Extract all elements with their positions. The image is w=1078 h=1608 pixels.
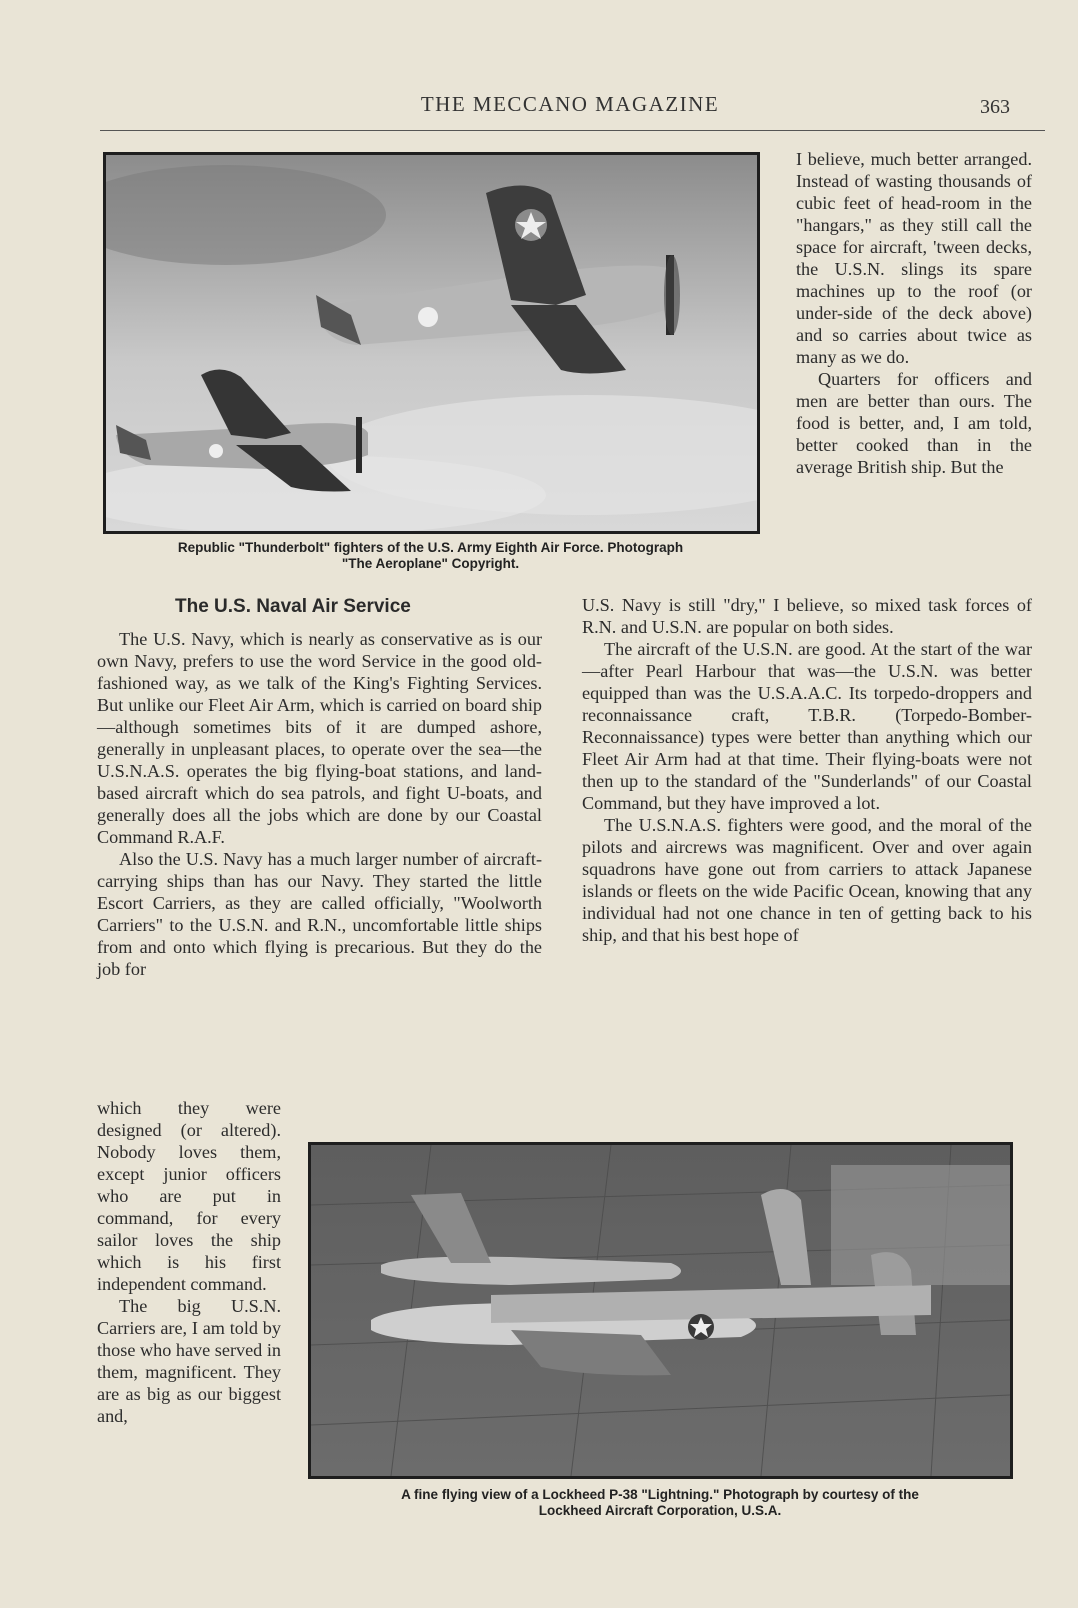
header-rule — [100, 130, 1045, 131]
thunderbolt-caption — [98, 540, 763, 572]
thunderbolt-photo — [103, 152, 760, 534]
magazine-title: THE MECCANO MAGAZINE — [420, 92, 720, 116]
paragraph: The U.S.N.A.S. fighters were good, and the moral of the pilots and aircrews was magnificent. Over and over again squadrons have gone out from carriers to attack Japanese islands or fleets on the wide Pacific Ocean, knowing that any individual had not one chance in ten of getting back to his ship, and that his best hope of — [582, 815, 1032, 945]
paragraph: U.S. Navy is still "dry," I believe, so mixed task forces of R.N. and U.S.N. are popular on both sides. — [582, 595, 1032, 637]
paragraph: The U.S. Navy, which is nearly as conservative as is our own Navy, prefers to use the word Service in the good old-fashioned way, as we talk of the King's Fighting Services. But unlike our Fleet Air Arm, which is carried on board ship—although sometimes bits of it are dumped ashore, generally in unpleasant places, to operate over the sea—the U.S.N.A.S. operates the big flying-boat stations, and land-based aircraft which do sea patrols, and fight U-boats, and generally does all the jobs which are done by our Coastal Command R.A.F. — [97, 629, 542, 847]
paragraph: The aircraft of the U.S.N. are good. At the start of the war—after Pearl Harbour that was—the U.S.N. was better equipped than was the U.S.A.A.C. Its torpedo-droppers and reconnaissance craft, T.B.R. (Torpedo-Bomber-Reconnaissance) types were better than anything which our Fleet Air Arm had at that time. Their flying-boats were not then up to the standard of the "Sunderlands" of our Coastal Command, but they have improved a lot. — [582, 639, 1032, 813]
section-heading: The U.S. Naval Air Service — [175, 596, 411, 617]
article-column-left-narrow — [97, 1097, 281, 1427]
lightning-caption — [300, 1487, 1020, 1519]
paragraph: which they were designed (or altered). Nobody loves them, except junior officers who are put in command, for every sailor loves the ship which is his first independent command. — [97, 1098, 281, 1294]
article-column-right — [582, 594, 1032, 946]
lightning-photo-image — [311, 1145, 1010, 1476]
thunderbolt-photo-image — [106, 155, 757, 531]
lightning-caption-line1: A fine flying view of a Lockheed P-38 "Lightning." Photograph by courtesy of the — [401, 1487, 919, 1502]
paragraph: I believe, much better arranged. Instead of wasting thousands of cubic feet of head-room in the "hangars," as they still call the space for aircraft, 'tween decks, the U.S.N. slings its spare machines up to the roof (or under-side of the deck above) and so carries about twice as many as we do. — [796, 149, 1032, 367]
page-number: 363 — [980, 96, 1010, 118]
paragraph: The big U.S.N. Carriers are, I am told by those who have served in them, magnificent. They are as big as our biggest and, — [97, 1296, 281, 1426]
lightning-photo — [308, 1142, 1013, 1479]
article-column-left — [97, 628, 542, 980]
lightning-caption-line2: Lockheed Aircraft Corporation, U.S.A. — [538, 1503, 782, 1518]
thunderbolt-caption-line2: "The Aeroplane" Copyright. — [341, 556, 520, 571]
paragraph: Also the U.S. Navy has a much larger number of aircraft-carrying ships than has our Navy. They started the little Escort Carriers, as they are called officially, "Woolworth Carriers" to the U.S.N. and R.N., uncomfortable little ships from and onto which flying is precarious. But they do the job for — [97, 849, 542, 979]
article-column-right-top — [796, 148, 1032, 478]
paragraph: Quarters for officers and men are better than ours. The food is better, and, I am told, better cooked than in the average British ship. But the — [796, 369, 1032, 477]
thunderbolt-caption-line1: Republic "Thunderbolt" fighters of the U.S. Army Eighth Air Force. Photograph — [177, 540, 684, 555]
